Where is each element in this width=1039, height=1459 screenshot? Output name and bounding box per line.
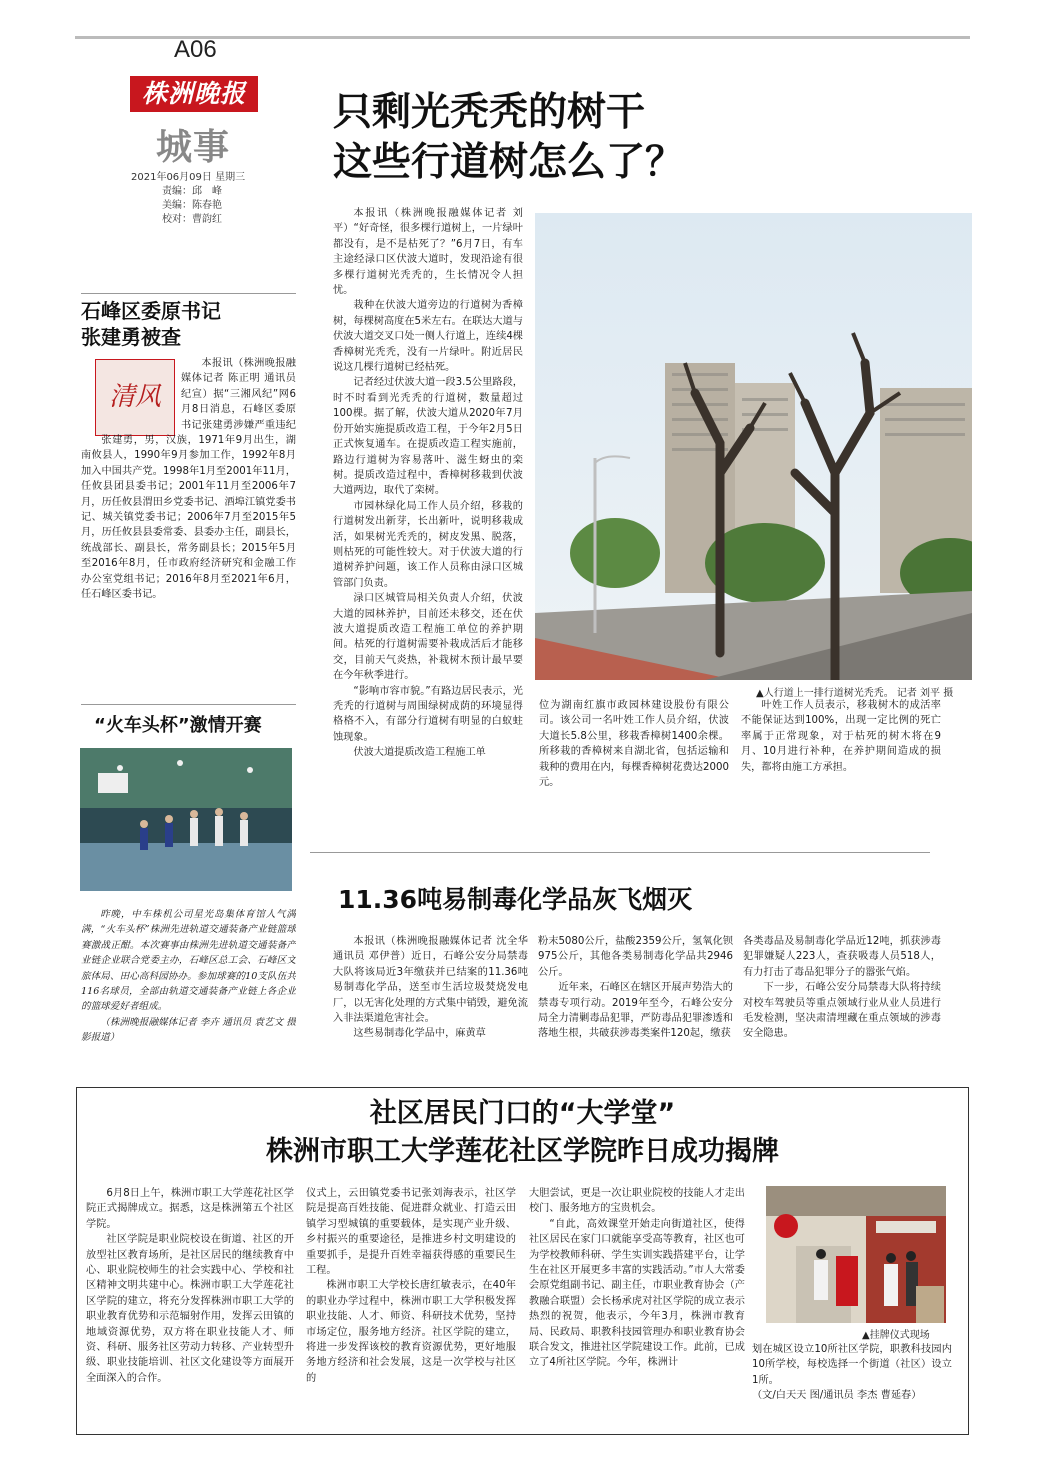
paragraph: 下一步，石峰公安分局禁毒大队将持续对校车驾驶员等重点领域行业从业人员进行毛发检测，坚决肃清埋藏在重点领域的涉毒安全隐患。 (743, 982, 941, 1040)
paper-logo: 株洲晚报 (130, 76, 258, 112)
official-headline-line2: 张建勇被查 (81, 325, 181, 349)
paragraph: 大胆尝试，更是一次让职业院校的技能人才走出校门、服务地方的宝贵机会。 (529, 1188, 745, 1215)
paragraph: 这些易制毒化学品中，麻黄草 (353, 1028, 486, 1040)
paragraph: 粉末5080公斤，盐酸2359公斤，氢氧化钡975公斤，其他各类易制毒化学品共2946公斤。 (538, 936, 733, 978)
page-number: A06 (174, 36, 217, 63)
byline: （文/白天天 图/通讯员 李杰 曹延春） (752, 1390, 922, 1402)
paragraph: 仪式上，云田镇党委书记张刘海表示，社区学院是提高百姓技能、促进群众就业、打造云田镇学习型城镇的重要载体，是实现产业升级、乡村振兴的重要途径，是推进乡村文明建设的重要抓手，是提升百姓幸福获得感的重要民生工程。 (306, 1188, 516, 1277)
official-intro-wrap (181, 356, 296, 434)
basketball-headline: “火车头杯”激情开赛 (94, 715, 262, 736)
official-headline-line1: 石峰区委原书记 (81, 299, 221, 323)
paragraph: 昨晚，中车株机公司星光岛集体育馆人气满满，“火车头杯”株洲先进轨道交通装备产业链篮球赛激战正酣。本次赛事由株洲先进轨道交通装备产业链企业联合党委主办，石峰区总工会、石峰区文旅体局、田心高科园协办。参加球赛的10支队伍共116名球员，全部由轨道交通装备产业链上各企业的篮球爱好者组成。 (81, 909, 296, 1013)
main-headline-line1: 只剩光秃秃的树干 (333, 90, 646, 135)
college-col2 (306, 1186, 516, 1426)
main-story-col1 (333, 206, 523, 828)
paragraph: 伏波大道提质改造工程施工单 (353, 747, 486, 759)
paragraph: 6月8日上午，株洲市职工大学莲花社区学院正式揭牌成立。据悉，这是株洲第五个社区学院。 (86, 1188, 294, 1230)
main-story-col3 (741, 698, 941, 826)
paragraph: 栽种在伏波大道旁边的行道树为香樟树，每棵树高度在5米左右。在联达大道与伏波大道交叉口处一侧人行道上，连续4棵香樟树光秃秃，没有一片绿叶。附近居民说这几棵行道树已经枯死。 (333, 300, 523, 374)
official-body (81, 433, 296, 688)
main-headline-line2: 这些行道树怎么了？ (333, 140, 685, 185)
art-editor-credit: 美编：陈春艳 (162, 200, 222, 211)
section-divider (81, 293, 296, 294)
college-col4 (752, 1342, 952, 1428)
paragraph: 本报讯（株洲晚报融媒体记者 刘平）“好奇怪，很多棵行道树上，一片绿叶都没有，是不是枯死了？”6月7日，有车主途经渌口区伏波大道时，发现沿途有很多棵行道树光秃秃的，生长情况令人担忧。 (333, 208, 523, 297)
college-col1 (86, 1186, 294, 1426)
paragraph: 叶姓工作人员表示，移栽树木的成活率不能保证达到100%，出现一定比例的死亡率属于正常现象，对于枯死的树木将在9月、10月进行补种，在养护期间造成的损失，都将由施工方承担。 (741, 700, 941, 773)
basketball-photo (80, 748, 292, 891)
editor-credit: 责编：邱 峰 (162, 186, 222, 197)
ceremony-photo (766, 1186, 946, 1323)
paragraph: 市园林绿化局工作人员介绍，移栽的行道树发出新芽，长出新叶，说明移栽成活，如果树光秃秃的，树皮发黑、脱落，则枯死的可能性较大。对于伏波大道的行道树养护问题，该工作人员称由渌口区城管部门负责。 (333, 500, 523, 589)
paragraph: “影响市容市貌。”有路边居民表示，光秃秃的行道树与周围绿树成荫的环境显得格格不入，有部分行道树有明显的白蚁蛀蚀现象。 (333, 685, 523, 743)
paragraph: 位为湖南红旗市政园林建设股份有限公司。该公司一名叶姓工作人员介绍，伏波大道长5.8公里，移栽香樟树1400余棵。所移栽的香樟树来自湖北省，包括运输和栽种的费用在内，每棵香樟树花费达2000元。 (539, 700, 729, 789)
paragraph: “自此，高效课堂开始走向街道社区，使得社区居民在家门口就能享受高等教育，社区也可为学校教师科研、学生实训实践搭建平台，让学生在社区开展更多丰富的实践活动。”市人大常委会原党组副书记、副主任，市职业教育协会（产教融合联盟）会长杨承虎对社区学院的成立表示热烈的祝贺，他表示，今年3月，株洲市教育局、民政局、职教科技园管理办和职业教育协会联合发文，推进社区学院建设工作。此前，已成立了4所社区学院。今年，株洲计 (529, 1218, 745, 1369)
issue-date: 2021年06月09日 星期三 (131, 172, 246, 183)
section-divider (310, 852, 930, 853)
paragraph: 张建勇，男，汉族，1971年9月出生，湖南攸县人，1990年9月参加工作，1992年8月加入中国共产党。1998年1月至2001年11月，任攸县团县委书记；2001年11月至2006年7月，历任攸县渭田乡党委书记、酒埠江镇党委书记、城关镇党委书记；2006年7月至2015年5月，历任攸县县委常委、县委办主任，副县长，统战部长、副县长，常务副县长；2015年5月至2016年8月，任市政府经济研究和金融工作办公室党组书记；2016年8月至2021年6月，任石峰区委书记。 (81, 435, 296, 601)
paragraph: 株洲市职工大学校长唐红敏表示，在40年的职业办学过程中，株洲市职工大学积极发挥职业技能、人才、师资、科研技术优势，坚持市场定位，服务地方经济。社区学院的建立，将进一步发挥该校的教育资源优势，更好地服务地方经济和社会发展，这是一次学校与社区的 (306, 1280, 516, 1384)
drugs-headline: 11.36吨易制毒化学品灰飞烟灭 (338, 885, 693, 914)
drugs-col1 (333, 934, 528, 1062)
section-title: 城事 (156, 126, 231, 168)
college-col3 (529, 1186, 745, 1426)
section-divider (81, 704, 296, 705)
ceremony-photo-caption: ▲挂牌仪式现场 (862, 1330, 930, 1341)
byline: （株洲晚报融媒体记者 李卉 通讯员 袁艺文 摄影报道） (81, 1016, 296, 1044)
seal-text: 清风 (108, 382, 161, 412)
drugs-col2 (538, 934, 733, 1062)
proofreader-credit: 校对：曹韵红 (162, 214, 222, 225)
paragraph: 近年来，石峰区在辖区开展声势浩大的禁毒专项行动。2019年至今，石峰公安分局全力清剿毒品犯罪，严防毒品犯罪渗透和落地生根，共破获涉毒类案件120起，缴获 (538, 982, 733, 1040)
paragraph: 记者经过伏波大道一段3.5公里路段，时不时看到光秃秃的行道树，数量超过100棵。据了解，伏波大道从2020年7月份开始实施提质改造工程，于今年2月5日正式恢复通车。在提质改造工程实施前，路边行道树为容易落叶、滋生蚜虫的栾树。提质改造过程中，香樟树移栽到伏波大道两边，取代了栾树。 (333, 377, 523, 497)
paragraph: 各类毒品及易制毒化学品近12吨，抓获涉毒犯罪嫌疑人223人，查获吸毒人员518人，有力打击了毒品犯罪分子的嚣张气焰。 (743, 936, 941, 978)
drugs-col3 (743, 934, 941, 1062)
qingfeng-seal-image (95, 359, 175, 436)
paragraph: 本报讯（株洲晚报融媒体记者 陈正明 通讯员 纪宣）据“三湘风纪”网6月8日消息，石峰区委原书记张建勇涉嫌严重违纪 (181, 358, 296, 431)
paragraph: 渌口区城管局相关负责人介绍，伏波大道的园林养护，目前还未移交，还在伏波大道提质改造工程施工单位的养护期间。枯死的行道树需要补栽成活后才能移交，目前天气炎热，补栽树木预计最早要在今年秋季进行。 (333, 593, 523, 682)
main-story-col2 (539, 698, 729, 826)
paragraph: 社区学院是职业院校设在街道、社区的开放型社区教育场所，是社区居民的继续教育中心、职业院校师生的社会实践中心、学校和社区精神文明共建中心。株洲市职工大学莲花社区学院的建立，将充分发挥株洲市职工大学的职业教育优势和示范辐射作用，发挥云田镇的地域资源优势，双方将在职业技能人才、师资、科研、服务社区劳动力转移、产业转型升级、职业技能培训、社区文化建设等方面展开全面深入的合作。 (86, 1234, 294, 1384)
paragraph: 划在城区设立10所社区学院，职教科技园内10所学校，每校选择一个街道（社区）设立1所。 (752, 1344, 952, 1386)
college-headline-line1: 社区居民门口的“大学堂” (369, 1098, 676, 1129)
street-trees-photo (535, 213, 972, 680)
basketball-body (81, 907, 296, 1057)
college-headline-line2: 株洲市职工大学莲花社区学院昨日成功揭牌 (266, 1136, 779, 1167)
paragraph: 本报讯（株洲晚报融媒体记者 沈全华 通讯员 邓伊普）近日，石峰公安分局禁毒大队将该局近3年缴获并已结案的11.36吨易制毒化学品，送至市生活垃圾焚烧发电厂，以无害化处理的方式集中销毁，避免流入非法渠道危害社会。 (333, 936, 528, 1025)
main-photo-caption: ▲人行道上一排行道树光秃秃。 记者 刘平 摄 (756, 688, 954, 699)
